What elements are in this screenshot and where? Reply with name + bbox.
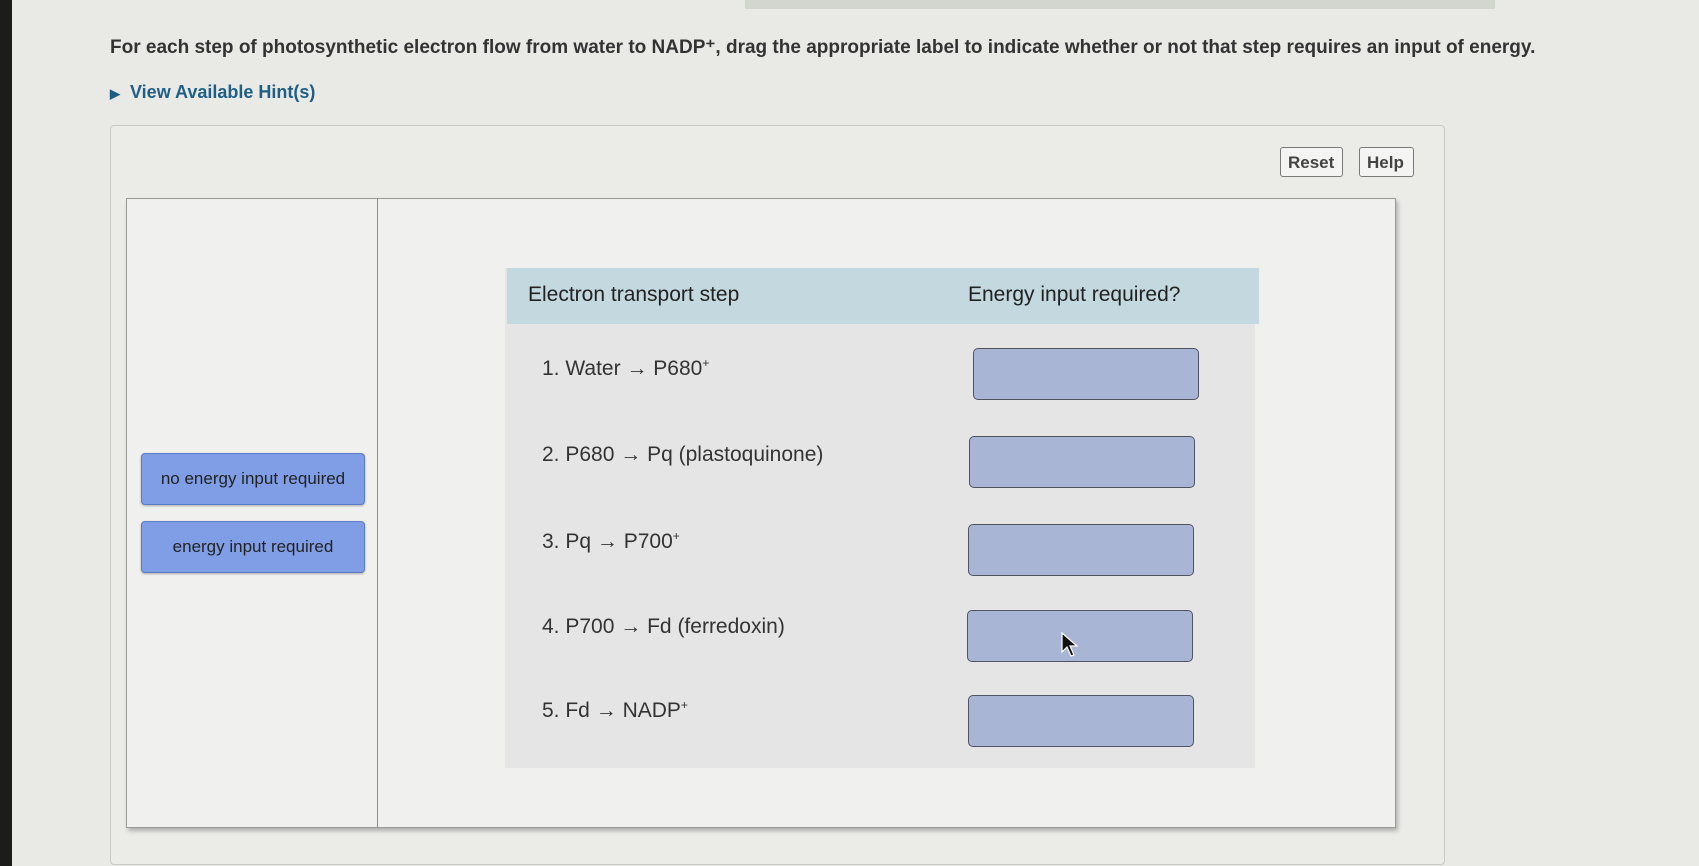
header-step: Electron transport step xyxy=(528,283,740,306)
drop-target-step-2[interactable] xyxy=(969,436,1195,488)
step-row-4: 4. P700 → Fd (ferredoxin) xyxy=(542,615,785,638)
view-hints-toggle[interactable] xyxy=(110,82,315,103)
arrow-right-icon: → xyxy=(596,530,618,553)
drop-target-step-3[interactable] xyxy=(968,524,1194,576)
step-row-1: 1. Water → P680+ xyxy=(542,356,710,380)
top-banner-strip xyxy=(745,0,1495,9)
drop-target-step-5[interactable] xyxy=(968,695,1194,747)
arrow-right-icon: → xyxy=(595,699,617,722)
hint-toggle-label: View Available Hint(s) xyxy=(130,82,316,102)
arrow-right-icon: → xyxy=(626,357,648,380)
help-button[interactable]: Help xyxy=(1359,147,1414,177)
question-text: For each step of photosynthetic electron flow from water to NADP⁺, drag the appropriate label to indicate whether or not that step requires an input of energy. xyxy=(110,37,1536,58)
reset-button[interactable]: Reset xyxy=(1280,147,1343,177)
step-row-5: 5. Fd → NADP+ xyxy=(542,698,688,722)
caret-right-icon: ▶ xyxy=(110,86,120,101)
label-bank-divider xyxy=(377,198,378,828)
drop-target-step-1[interactable] xyxy=(973,348,1199,400)
arrow-right-icon: → xyxy=(620,443,642,466)
arrow-right-icon: → xyxy=(620,615,642,638)
header-energy: Energy input required? xyxy=(968,283,1181,306)
step-row-2: 2. P680 → Pq (plastoquinone) xyxy=(542,443,824,466)
mouse-cursor-icon xyxy=(1061,632,1079,658)
steps-table xyxy=(505,268,1255,768)
label-energy-input[interactable]: energy input required xyxy=(141,521,365,573)
label-no-energy-input[interactable]: no energy input required xyxy=(141,453,365,505)
background-edge xyxy=(0,0,12,866)
drop-target-step-4[interactable] xyxy=(967,610,1193,662)
step-row-3: 3. Pq → P700+ xyxy=(542,529,680,553)
